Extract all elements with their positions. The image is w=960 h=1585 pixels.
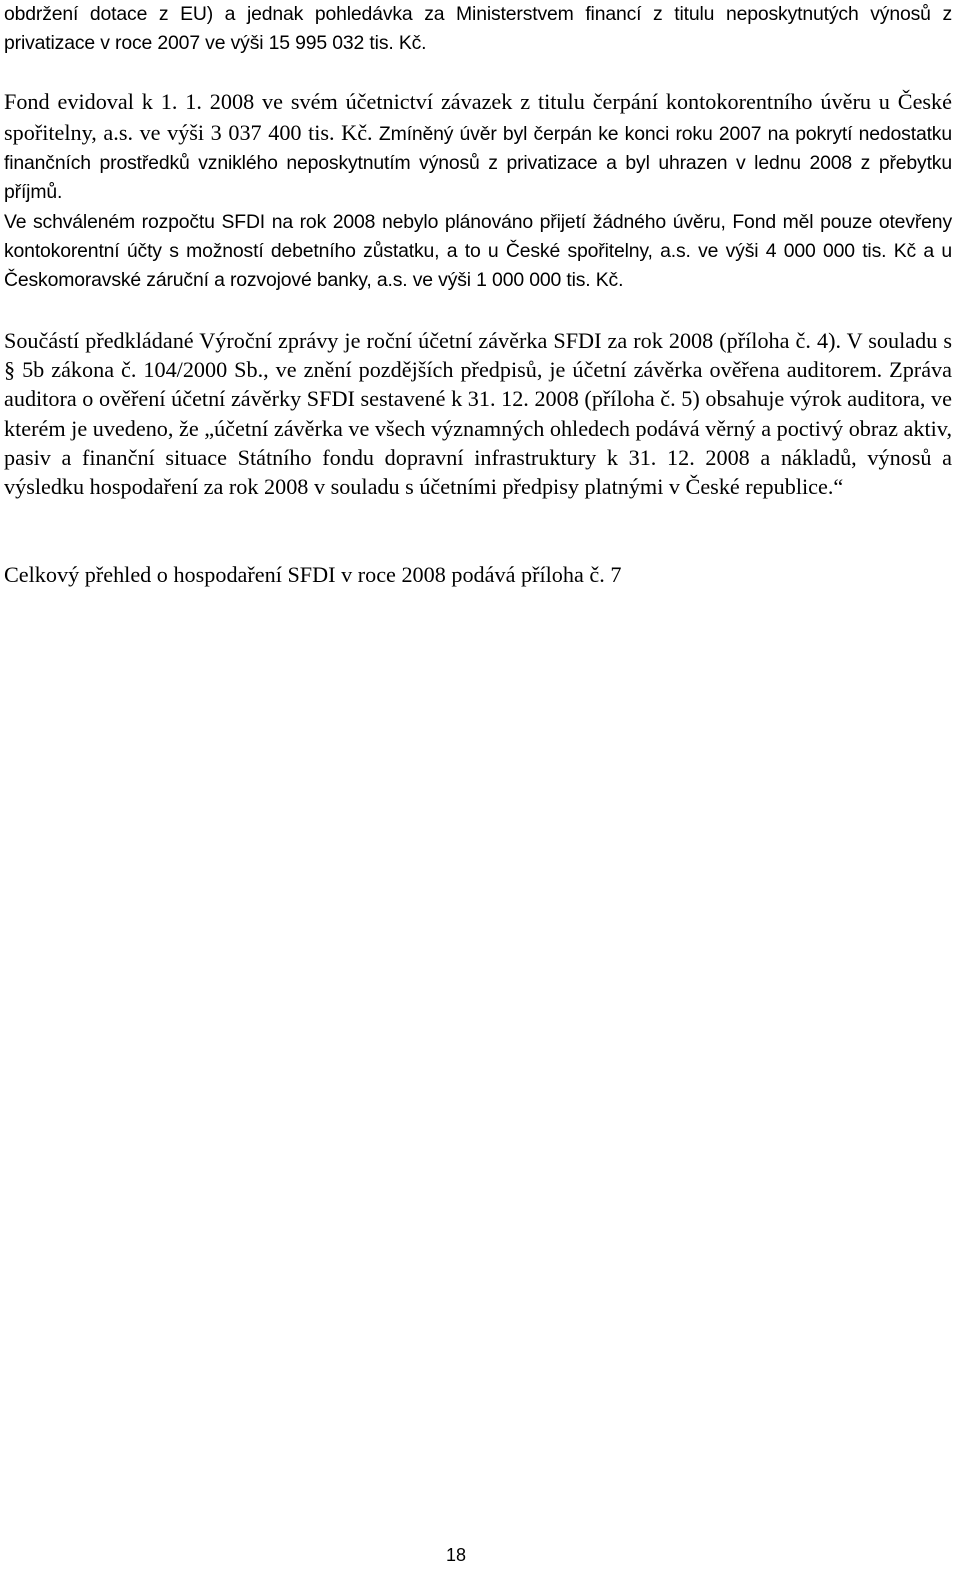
paragraph-dotace: obdržení dotace z EU) a jednak pohledávka za Ministerstvem financí z titulu neposkytnutých výnosů z privatizace v roce 2007 ve výši 15 995 032 tis. Kč. (4, 3, 952, 55)
page-number: 18 (445, 1545, 467, 1565)
paragraph-gap (4, 501, 952, 560)
document-page (4, 0, 952, 590)
paragraph-uver (4, 87, 952, 208)
paragraph-gap (4, 296, 952, 326)
paragraph-zaverka: Součástí předkládané Výroční zprávy je roční účetní závěrka SFDI za rok 2008 (příloha č. 4). V souladu s § 5b zákona č. 104/2000 Sb., ve znění pozdějších předpisů, je účetní závěrka ověřena auditorem. Zpráva auditora o ověření účetní závěrky SFDI sestavené k 31. 12. 2008 (příloha č. 5) obsahuje výrok auditora, ve kterém je uvedeno, že „účetní závěrka ve všech významných ohledech podává věrný a poctivý obraz aktiv, pasiv a finanční situace Státního fondu dopravní infrastruktury k 31. 12. 2008 a nákladů, výnosů a výsledku hospodaření za rok 2008 v souladu s účetními předpisy platnými v České republice.“ (4, 327, 952, 500)
paragraph-uver-start: Fond evidoval k 1. 1. 2008 ve svém účetnictví závazek z titulu čerpání kontokorentního úvěru u České spořitelny, a.s. ve výši 3 037 400 tis. Kč. (4, 88, 952, 145)
paragraph-gap (4, 59, 952, 87)
paragraph-uver-rest: Zmíněný úvěr byl čerpán ke konci roku 2007 na pokrytí nedostatku finančních prostředků vzniklého neposkytnutím výnosů z privatizace a byl uhrazen v lednu 2008 z přebytku příjmů. (4, 122, 952, 204)
paragraph-rozpocet: Ve schváleném rozpočtu SFDI na rok 2008 nebylo plánováno přijetí žádného úvěru, Fond měl pouze otevřeny kontokorentní účty s možností debetního zůstatku, a to u České spořitelny, a.s. ve výši 4 000 000 tis. Kč a u Českomoravské záruční a rozvojové banky, a.s. ve výši 1 000 000 tis. Kč. (4, 210, 952, 292)
paragraph-prehled: Celkový přehled o hospodaření SFDI v roce 2008 podává příloha č. 7 (4, 562, 622, 588)
